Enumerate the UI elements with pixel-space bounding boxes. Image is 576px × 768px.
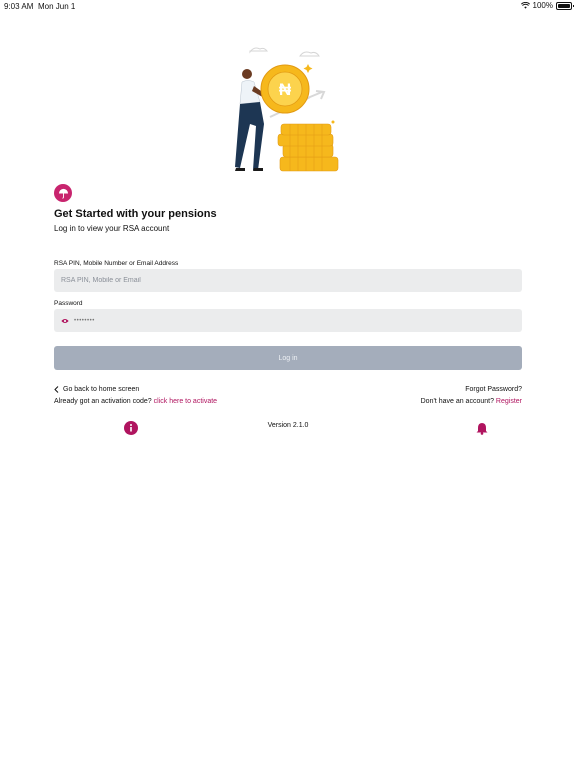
eye-icon[interactable] — [61, 318, 69, 324]
forgot-password-link[interactable]: Forgot Password? — [465, 386, 522, 393]
chevron-left-icon — [54, 386, 59, 393]
password-label: Password — [54, 300, 83, 307]
status-date: Mon Jun 1 — [38, 2, 76, 11]
bell-icon — [476, 422, 488, 435]
id-input[interactable] — [61, 277, 522, 284]
register-row — [421, 398, 522, 405]
page-subtitle: Log in to view your RSA account — [54, 224, 170, 233]
register-prompt: Don't have an account? — [420, 398, 494, 405]
status-time: 9:03 AM — [4, 2, 34, 11]
status-bar — [0, 0, 576, 12]
register-link[interactable]: Register — [495, 398, 522, 405]
password-field-container — [54, 309, 522, 332]
brand-logo — [54, 184, 72, 202]
password-input[interactable]: •••••••• — [74, 317, 95, 324]
pension-illustration — [230, 42, 345, 174]
id-field-label: RSA PIN, Mobile Number or Email Address — [54, 260, 179, 267]
app-version: Version 2.1.0 — [267, 422, 309, 429]
id-field-container — [54, 269, 522, 292]
umbrella-icon — [58, 188, 69, 199]
activation-row — [54, 398, 217, 405]
notifications-button[interactable] — [475, 421, 489, 435]
activation-prompt: Already got an activation code? — [54, 398, 152, 405]
wifi-icon — [521, 2, 530, 9]
svg-text:₦: ₦ — [278, 80, 292, 99]
back-home-link[interactable] — [54, 386, 139, 393]
battery-percent: 100% — [532, 1, 553, 10]
status-indicators — [521, 1, 572, 10]
activation-link[interactable]: click here to activate — [153, 398, 218, 405]
battery-icon — [556, 2, 572, 10]
login-button[interactable]: Log in — [54, 346, 522, 370]
page-title: Get Started with your pensions — [54, 208, 217, 220]
back-home-label: Go back to home screen — [63, 386, 140, 393]
